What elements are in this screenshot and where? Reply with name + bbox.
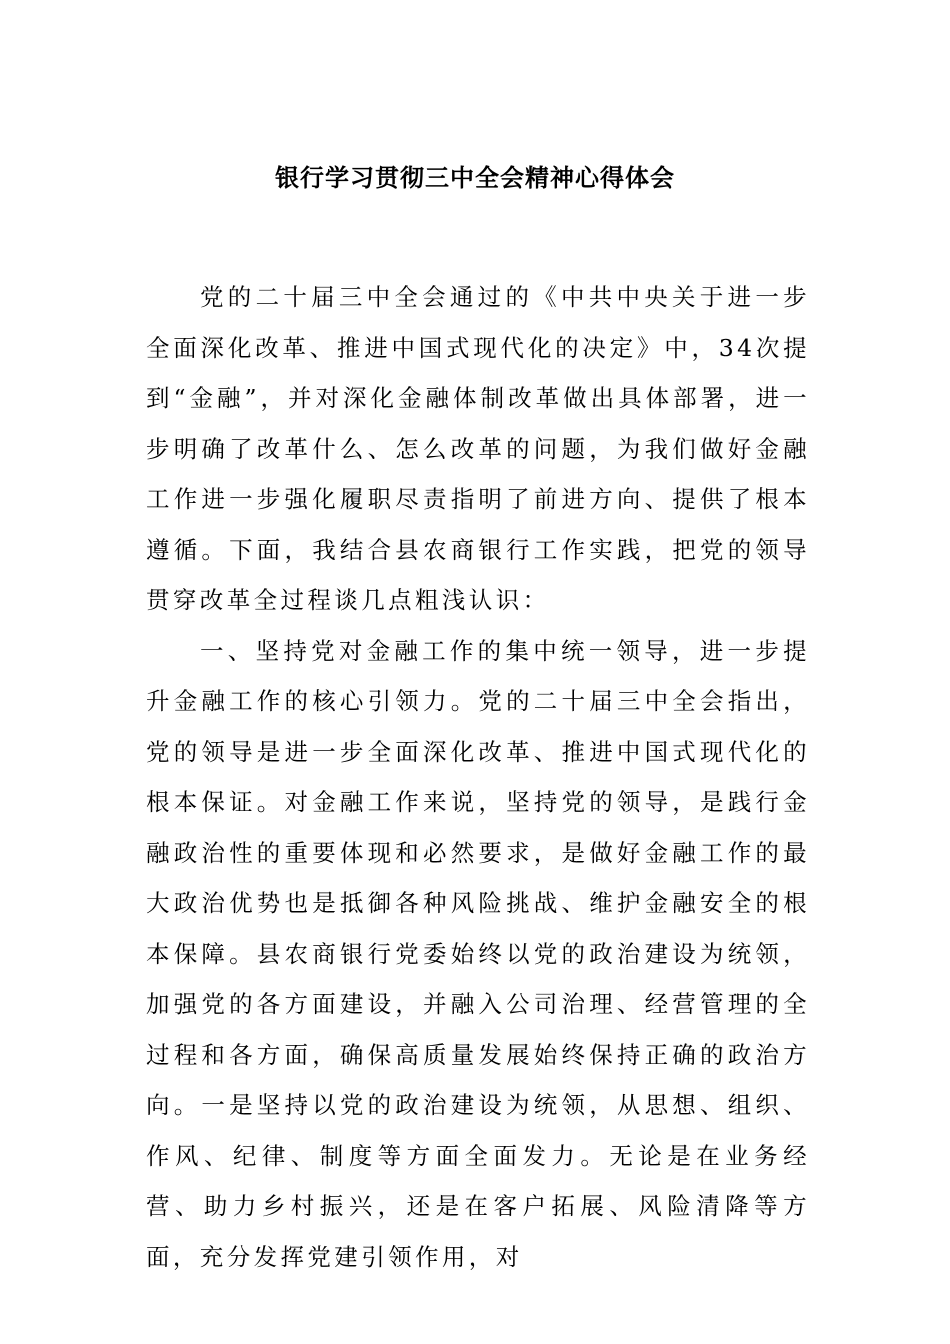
document-title: 银行学习贯彻三中全会精神心得体会: [275, 164, 675, 192]
document-body: [146, 272, 810, 1282]
body-paragraph: 一、坚持党对金融工作的集中统一领导，进一步提升金融工作的核心引领力。党的二十届三中全会指出，党的领导是进一步全面深化改革、推进中国式现代化的根本保证。对金融工作来说，坚持党的领导，是践行金融政治性的重要体现和必然要求，是做好金融工作的最大政治优势也是抵御各种风险挑战、维护金融安全的根本保障。县农商银行党委始终以党的政治建设为统领，加强党的各方面建设，并融入公司治理、经营管理的全过程和各方面，确保高质量发展始终保持正确的政治方向。一是坚持以党的政治建设为统领，从思想、组织、作风、纪律、制度等方面全面发力。无论是在业务经营、助力乡村振兴，还是在客户拓展、风险清降等方面，充分发挥党建引领作用，对: [146, 636, 810, 1271]
body-paragraph: 党的二十届三中全会通过的《中共中央关于进一步全面深化改革、推进中国式现代化的决定》中，34次提到“金融”，并对深化金融体制改革做出具体部署，进一步明确了改革什么、怎么改革的问题，为我们做好金融工作进一步强化履职尽责指明了前进方向、提供了根本遵循。下面，我结合县农商银行工作实践，把党的领导贯穿改革全过程谈几点粗浅认识：: [146, 283, 810, 614]
